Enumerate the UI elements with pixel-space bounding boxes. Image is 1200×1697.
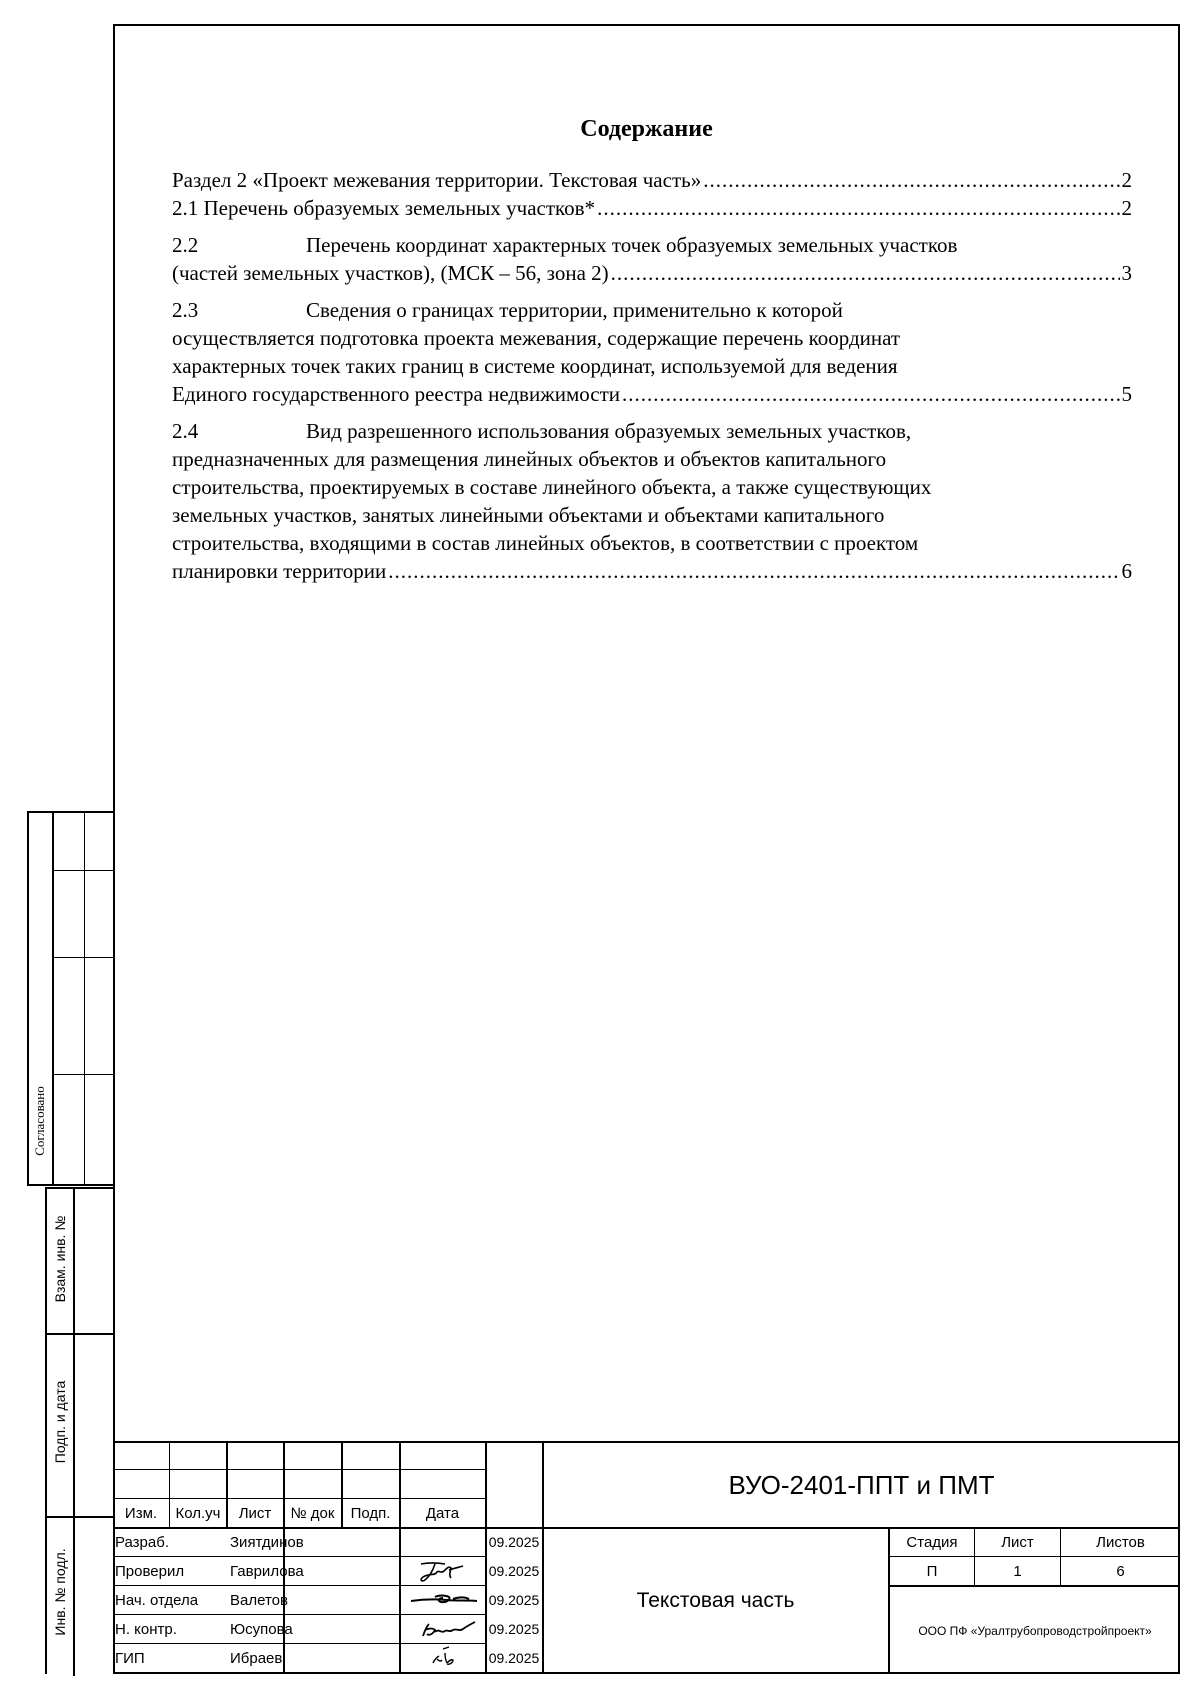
toc-leader (611, 259, 1120, 287)
toc-entry-text: Сведения о границах территории, применительно к которой (306, 298, 843, 322)
role-developer: Разраб. (115, 1533, 170, 1551)
original-inventory-label: Инв. № подл. (52, 1548, 68, 1636)
header-kol-uch: Кол.уч (175, 1504, 221, 1522)
header-doc-number: № док (290, 1504, 335, 1522)
toc-title: Содержание (580, 116, 713, 142)
toc-entry-text: предназначенных для размещения линейных объектов и объектов капитального (172, 447, 887, 471)
total-sheets-header: Листов (1096, 1533, 1145, 1551)
toc-leader (622, 380, 1119, 408)
signature-date-label: Подп. и дата (52, 1380, 68, 1464)
role-norm-control: Н. контр. (115, 1620, 177, 1638)
toc-entry-text: Вид разрешенного использования образуемых земельных участков, (306, 419, 912, 443)
role-chief-engineer: ГИП (115, 1649, 145, 1667)
inventory-strip (45, 1187, 113, 1674)
toc-entry-number: 2.2 (172, 233, 199, 257)
signature-chief-engineer (405, 1645, 481, 1671)
toc-entry-text: (частей земельных участков), (МСК – 56, зона 2) (172, 261, 609, 285)
toc-entry-text: планировки территории (172, 559, 387, 583)
toc-entry (172, 194, 1132, 222)
sheet-header: Лист (1001, 1533, 1034, 1551)
name-developer: Зиятдинов (230, 1533, 304, 1551)
role-checked: Проверил (115, 1562, 185, 1580)
toc-entry-text: строительства, входящими в состав линейных объектов, в соответствии с проектом (172, 531, 919, 555)
name-chief-engineer: Ибраев (230, 1649, 283, 1667)
stage-value: П (926, 1562, 938, 1580)
agreed-label: Согласовано (32, 1086, 47, 1156)
toc-leader (388, 557, 1119, 585)
signature-checked (405, 1558, 481, 1584)
toc-entry-text: строительства, проектируемых в составе линейного объекта, а также существующих (172, 475, 932, 499)
toc-page-number: 2 (1121, 168, 1132, 192)
toc-entry-text: Единого государственного реестра недвижимости (172, 382, 621, 406)
document-code: ВУО-2401-ППТ и ПМТ (728, 1469, 995, 1500)
toc-entry (172, 296, 1132, 408)
name-checked: Гаврилова (230, 1562, 304, 1580)
date-norm-control: 09.2025 (488, 1621, 540, 1637)
toc-entry (172, 231, 1132, 287)
role-dept-head: Нач. отдела (115, 1591, 199, 1609)
toc-entry-text: Перечень координат характерных точек образуемых земельных участков (306, 233, 958, 257)
toc-leader (597, 194, 1119, 222)
replacement-inventory-label: Взам. инв. № (52, 1215, 68, 1303)
toc-entry-text: земельных участков, занятых линейными объектами и объектами капитального (172, 503, 885, 527)
company-name: ООО ПФ «Уралтрубопроводстройпроект» (918, 1623, 1152, 1638)
toc-entry-text: Раздел 2 «Проект межевания территории. Текстовая часть» (172, 168, 702, 192)
toc-entry (172, 166, 1132, 194)
date-checked: 09.2025 (488, 1563, 540, 1579)
toc-page-number: 5 (1121, 382, 1132, 406)
date-developer: 09.2025 (488, 1534, 540, 1550)
toc-entry-text: характерных точек таких границ в системе координат, используемой для ведения (172, 354, 898, 378)
signature-norm-control (405, 1616, 481, 1642)
toc-page-number: 3 (1121, 261, 1132, 285)
agreed-block (27, 811, 113, 1186)
header-signature: Подп. (350, 1504, 391, 1522)
toc-entry-text: осуществляется подготовка проекта межевания, содержащие перечень координат (172, 326, 901, 350)
sheet-value: 1 (1013, 1562, 1022, 1580)
signature-dept-head (405, 1587, 481, 1613)
header-date: Дата (425, 1504, 460, 1522)
toc-leader (703, 166, 1119, 194)
total-sheets-value: 6 (1116, 1562, 1125, 1580)
toc-entry-number: 2.3 (172, 298, 199, 322)
date-dept-head: 09.2025 (488, 1592, 540, 1608)
toc-entry-number: 2.4 (172, 419, 199, 443)
toc-entry (172, 417, 1132, 585)
name-norm-control: Юсупова (230, 1620, 293, 1638)
toc-page-number: 2 (1121, 196, 1132, 220)
header-list: Лист (238, 1504, 272, 1522)
date-chief-engineer: 09.2025 (488, 1650, 540, 1666)
toc-entry-text: 2.1 Перечень образуемых земельных участков* (172, 196, 596, 220)
document-name: Текстовая часть (636, 1589, 795, 1612)
table-of-contents (172, 166, 1132, 585)
name-dept-head: Валетов (230, 1591, 288, 1609)
title-block (113, 1441, 1180, 1674)
stage-header: Стадия (906, 1533, 958, 1551)
toc-page-number: 6 (1121, 559, 1132, 583)
header-izm: Изм. (124, 1504, 158, 1522)
